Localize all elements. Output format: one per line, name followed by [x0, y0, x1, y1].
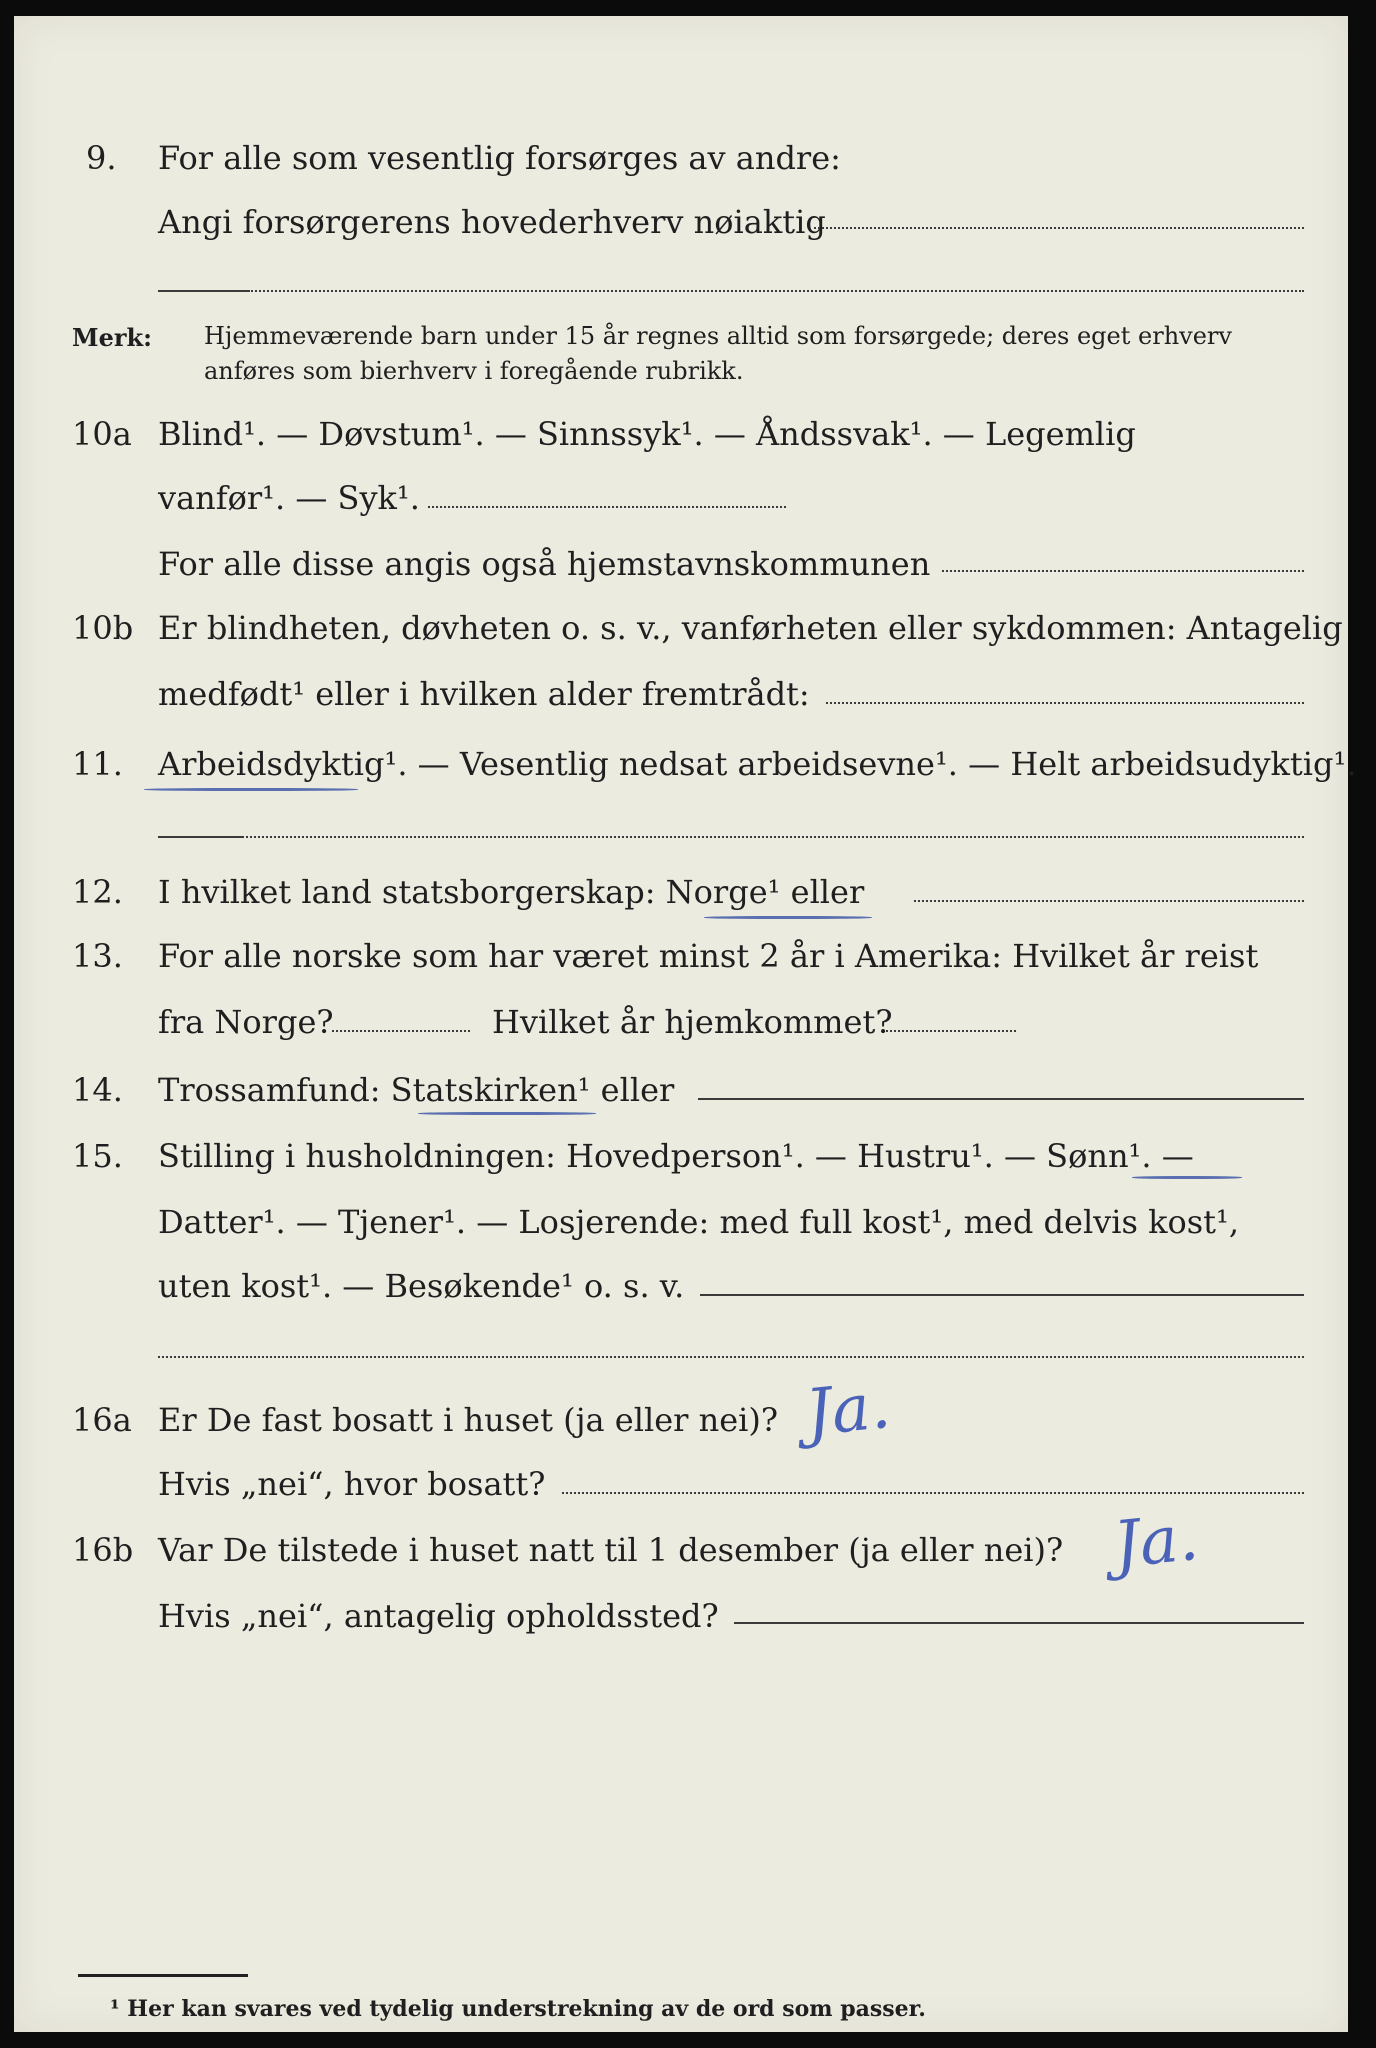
q10a-line-1: Blind¹. — Døvstum¹. — Sinnssyk¹. — Åndssvak¹. — Legemlig — [158, 415, 1136, 453]
q9-text: For alle som vesentlig forsørges av andre: — [158, 139, 841, 177]
q14-text: Trossamfund: Statskirken¹ eller — [158, 1071, 675, 1109]
q11-text: Arbeidsdyktig¹. — Vesentlig nedsat arbeidsevne¹. — Helt arbeidsudyktig¹. — [158, 745, 1357, 783]
q16a-handwritten-answer: Ja. — [802, 1368, 894, 1452]
footnote-rule — [78, 1974, 248, 1977]
q9-number: 9. — [86, 139, 117, 177]
q13-line-2a: fra Norge? — [158, 1003, 334, 1041]
q15-answer-line — [700, 1294, 1304, 1296]
q9-answer-line — [814, 227, 1304, 229]
q16b-line-2: Hvis „nei“, antagelig opholdssted? — [158, 1597, 719, 1635]
q10a-line-3: For alle disse angis også hjemstavnskommunen — [158, 545, 931, 583]
merk-line-2: anføres som bierhverv i foregående rubrikk. — [204, 357, 744, 385]
q10a-number: 10a — [72, 415, 132, 453]
merk-line-1: Hjemmeværende barn under 15 år regnes alltid som forsørgede; deres eget erhverv — [204, 322, 1232, 350]
q15-number: 15. — [72, 1137, 123, 1175]
q9-sub: Angi forsørgerens hovederhverv nøiaktig — [158, 203, 826, 241]
q11-answer-line-a — [158, 836, 242, 838]
q15-handwritten-underline — [1132, 1176, 1242, 1179]
footnote-text: ¹ Her kan svares ved tydelig understrekning av de ord som passer. — [110, 1996, 926, 2022]
q10b-line-1: Er blindheten, døvheten o. s. v., vanførheten eller sykdommen: Antagelig — [158, 609, 1343, 647]
q10b-answer-line — [826, 702, 1304, 704]
q13-return-year-line — [886, 1030, 1016, 1032]
q11-answer-line-b — [242, 836, 1304, 838]
census-form-page — [14, 16, 1357, 2032]
q16b-line-1: Var De tilstede i huset natt til 1 desember (ja eller nei)? — [158, 1531, 1064, 1569]
q16b-number: 16b — [72, 1531, 134, 1569]
q9-answer-line-2a — [158, 290, 248, 292]
q13-line-1: For alle norske som har været minst 2 år i Amerika: Hvilket år reist — [158, 937, 1259, 975]
q12-number: 12. — [72, 873, 123, 911]
q12-answer-line — [914, 900, 1304, 902]
q15-line-3: uten kost¹. — Besøkende¹ o. s. v. — [158, 1267, 685, 1305]
q16a-line-1: Er De fast bosatt i huset (ja eller nei)? — [158, 1401, 779, 1439]
q14-handwritten-underline — [418, 1112, 596, 1115]
q10a-home-line — [942, 570, 1304, 572]
q13-number: 13. — [72, 937, 123, 975]
q13-left-year-line — [332, 1030, 470, 1032]
q16a-number: 16a — [72, 1401, 132, 1439]
q15-answer-line-2 — [158, 1356, 1304, 1358]
q11-handwritten-underline — [144, 788, 358, 791]
q10b-number: 10b — [72, 609, 134, 647]
q15-line-2: Datter¹. — Tjener¹. — Losjerende: med full kost¹, med delvis kost¹, — [158, 1203, 1240, 1241]
q14-number: 14. — [72, 1071, 123, 1109]
q12-handwritten-underline — [704, 916, 872, 919]
q16a-answer-line — [562, 1492, 1304, 1494]
q9-answer-line-2b — [248, 290, 1304, 292]
q14-answer-line — [698, 1098, 1304, 1100]
q16b-answer-line — [734, 1622, 1304, 1624]
q10a-answer-line — [428, 506, 786, 508]
q16b-handwritten-answer: Ja. — [1110, 1500, 1202, 1584]
q10b-line-2: medfødt¹ eller i hvilken alder fremtrådt: — [158, 675, 810, 713]
q16a-line-2: Hvis „nei“, hvor bosatt? — [158, 1465, 546, 1503]
merk-label: Merk: — [72, 323, 152, 352]
q15-line-1: Stilling i husholdningen: Hovedperson¹. — Hustru¹. — Sønn¹. — — [158, 1137, 1194, 1175]
q13-line-2b: Hvilket år hjemkommet? — [492, 1003, 893, 1041]
q11-number: 11. — [72, 745, 123, 783]
q10a-line-2: vanfør¹. — Syk¹. — [158, 479, 420, 517]
q12-text: I hvilket land statsborgerskap: Norge¹ eller — [158, 873, 865, 911]
